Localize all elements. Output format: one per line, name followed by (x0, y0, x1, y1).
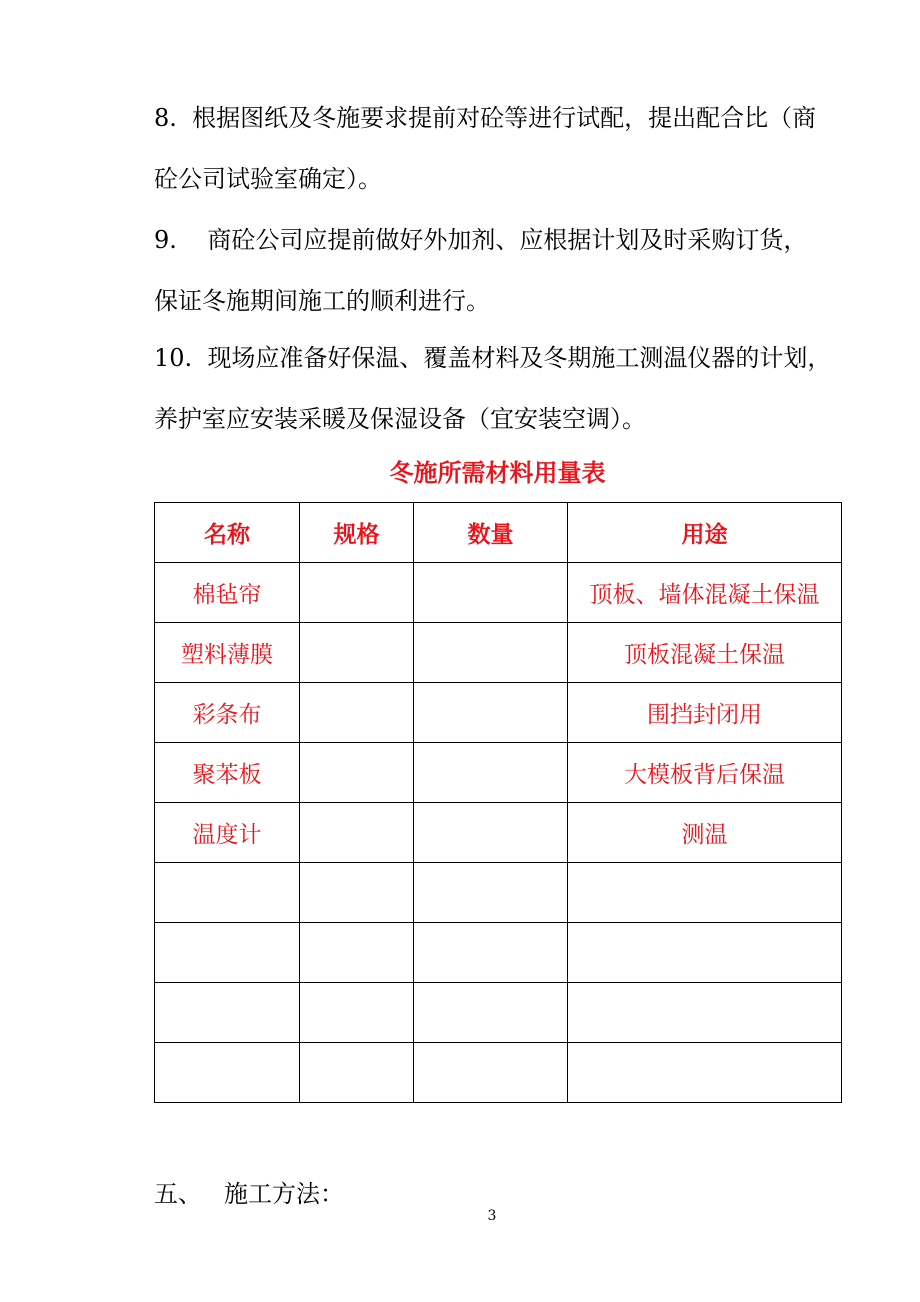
cell-name: 温度计 (155, 803, 300, 863)
cell-name (155, 923, 300, 983)
table-row (155, 743, 842, 803)
cell-usage: 测温 (568, 803, 842, 863)
table-row (155, 803, 842, 863)
cell-name (155, 863, 300, 923)
cell-spec (300, 743, 414, 803)
cell-usage: 大模板背后保温 (568, 743, 842, 803)
cell-quantity (414, 563, 568, 623)
cell-name: 棉毡帘 (155, 563, 300, 623)
paragraph-9 (154, 210, 844, 332)
cell-quantity (414, 743, 568, 803)
table-row (155, 1043, 842, 1103)
cell-spec (300, 683, 414, 743)
header-spec: 规格 (300, 503, 414, 563)
paragraph-10-number: 10. (154, 344, 193, 372)
cell-quantity (414, 983, 568, 1043)
paragraph-9-text-1: 商砼公司应提前做好外加剂、应根据计划及时采购订货， (207, 226, 808, 254)
cell-spec (300, 563, 414, 623)
paragraph-8-number: 8. (154, 104, 177, 132)
cell-name: 聚苯板 (155, 743, 300, 803)
cell-usage (568, 1043, 842, 1103)
cell-quantity (414, 863, 568, 923)
table-row (155, 683, 842, 743)
cell-spec (300, 923, 414, 983)
paragraph-8 (154, 88, 844, 210)
cell-quantity (414, 923, 568, 983)
cell-name: 塑料薄膜 (155, 623, 300, 683)
cell-spec (300, 863, 414, 923)
cell-usage (568, 983, 842, 1043)
cell-quantity (414, 623, 568, 683)
paragraph-10-line-1 (154, 328, 844, 389)
table-row (155, 923, 842, 983)
paragraph-8-text-1: 根据图纸及冬施要求提前对砼等进行试配，提出配合比（商 (192, 104, 817, 132)
table-header-row (155, 503, 842, 563)
cell-usage (568, 863, 842, 923)
cell-quantity (414, 1043, 568, 1103)
cell-name: 彩条布 (155, 683, 300, 743)
table-row (155, 623, 842, 683)
header-usage: 用途 (568, 503, 842, 563)
cell-quantity (414, 803, 568, 863)
page-number: 3 (487, 1208, 497, 1224)
header-quantity: 数量 (414, 503, 568, 563)
materials-table (154, 502, 842, 1103)
cell-name (155, 1043, 300, 1103)
paragraph-8-text-2: 砼公司试验室确定）。 (154, 165, 382, 193)
cell-spec (300, 623, 414, 683)
paragraph-10-text-2: 养护室应安装采暖及保湿设备（宜安装空调）。 (154, 405, 646, 433)
paragraph-10 (154, 328, 844, 450)
paragraph-9-number: 9. (154, 226, 177, 254)
cell-spec (300, 983, 414, 1043)
cell-spec (300, 1043, 414, 1103)
table-title: 冬施所需材料用量表 (389, 458, 606, 487)
paragraph-8-line-1 (154, 88, 844, 149)
table-row (155, 983, 842, 1043)
paragraph-9-line-1 (154, 210, 844, 271)
paragraph-10-text-1: 现场应准备好保温、覆盖材料及冬期施工测温仪器的计划， (207, 344, 832, 372)
cell-usage (568, 923, 842, 983)
paragraph-9-text-2: 保证冬施期间施工的顺利进行。 (154, 287, 490, 315)
cell-usage: 围挡封闭用 (568, 683, 842, 743)
cell-quantity (414, 683, 568, 743)
cell-usage: 顶板混凝土保温 (568, 623, 842, 683)
table-row (155, 863, 842, 923)
section-title: 施工方法： (224, 1180, 344, 1208)
section-number: 五、 (154, 1180, 202, 1208)
table-row (155, 563, 842, 623)
cell-usage: 顶板、墙体混凝土保温 (568, 563, 842, 623)
cell-spec (300, 803, 414, 863)
cell-name (155, 983, 300, 1043)
header-name: 名称 (155, 503, 300, 563)
